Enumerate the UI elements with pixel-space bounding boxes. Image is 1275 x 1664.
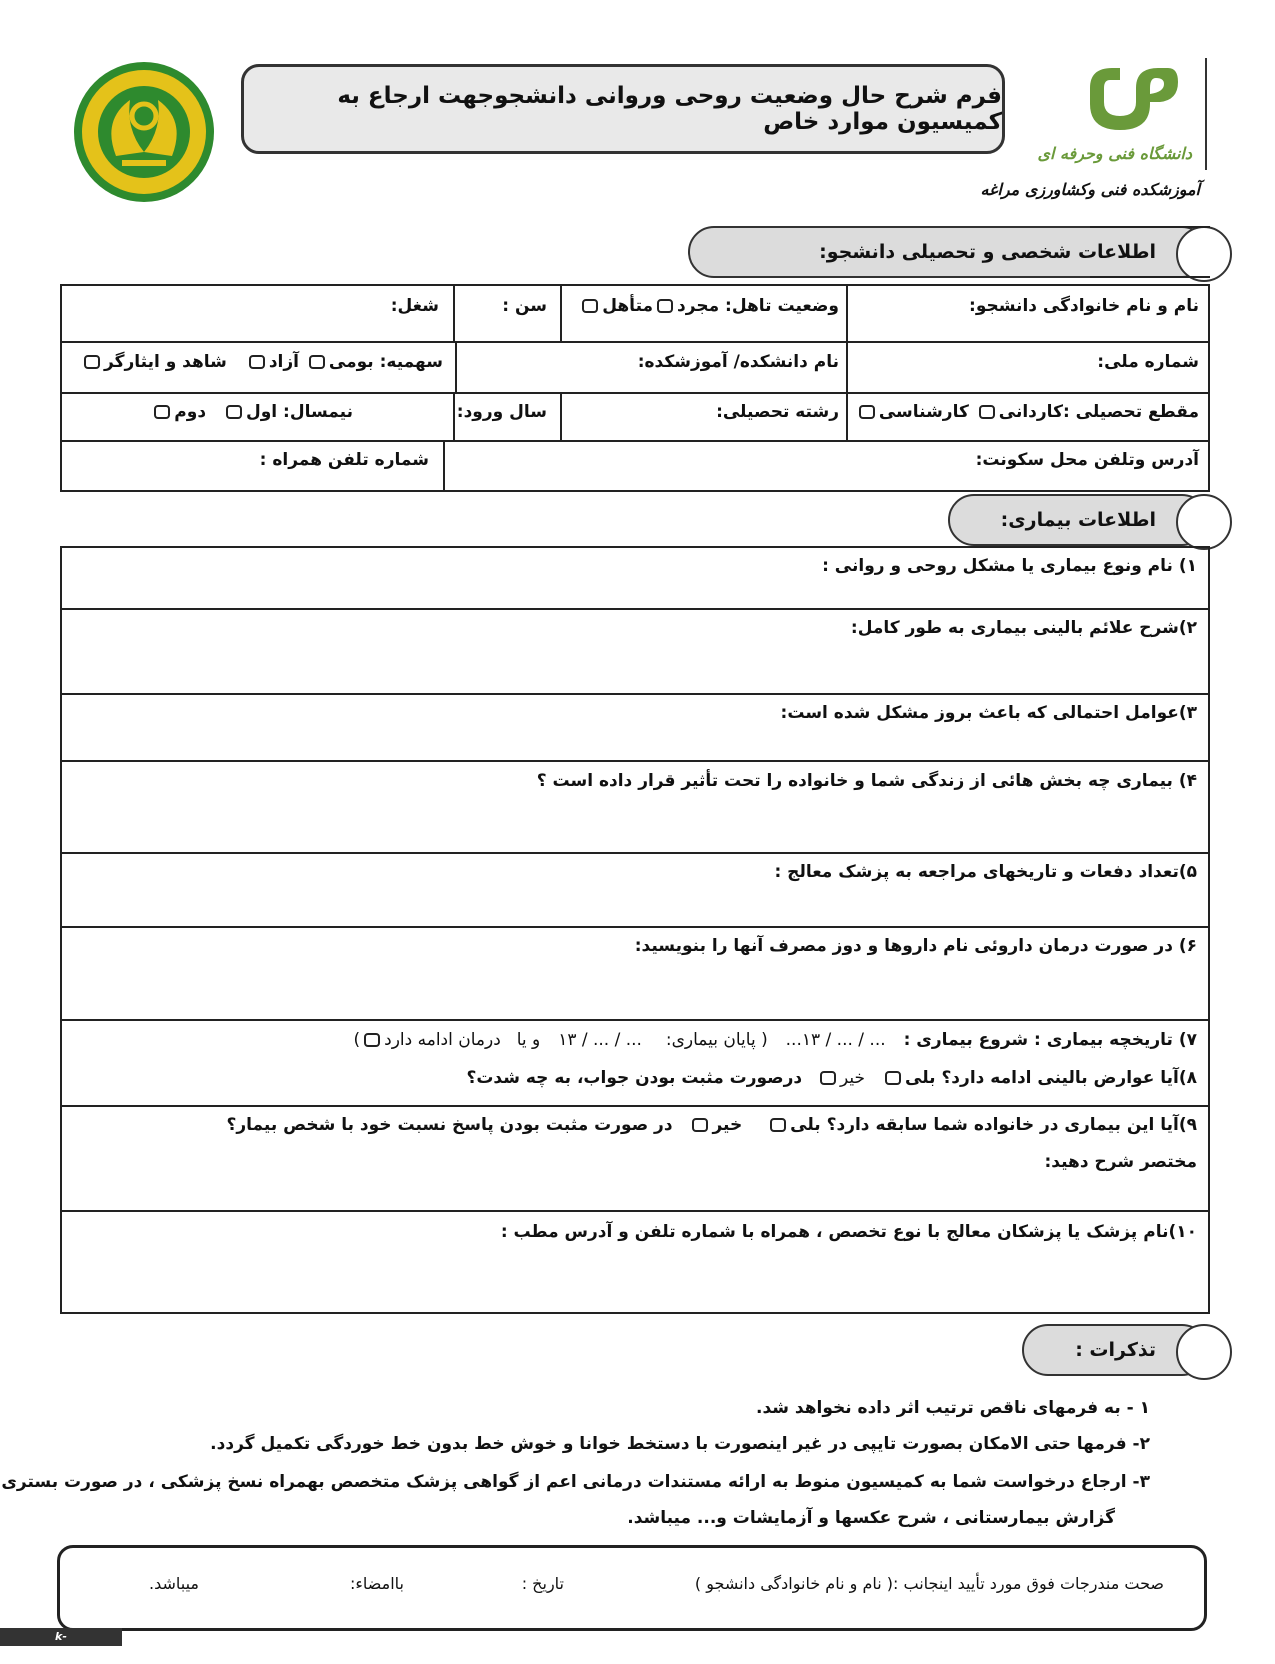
divider [443, 440, 445, 492]
associate-checkbox[interactable] [979, 405, 995, 419]
divider [60, 440, 1210, 442]
married-label: متأهل [602, 296, 654, 316]
divider [453, 284, 455, 341]
divider [60, 852, 1210, 854]
q8-no-label: خیر [840, 1068, 866, 1088]
q9-brief-label: مختصر شرح دهید: [1044, 1152, 1197, 1172]
national-id-label: شماره ملی: [1097, 352, 1199, 372]
divider [453, 392, 455, 440]
first-semester-checkbox[interactable] [226, 405, 242, 419]
marital-status-field [578, 296, 839, 316]
note-2: ۲- فرمها حتی الامکان بصورت تایپی در غیر اینصورت با دستخط خوانا و خوش خط بدون خط خوردگی تکمیل گردد. [210, 1434, 1150, 1454]
question-2: ۲)شرح علائم بالینی بیماری به طور کامل: [850, 618, 1197, 638]
q7-ongoing-label: درمان ادامه دارد [384, 1030, 501, 1050]
form-title [241, 64, 1005, 154]
q9-yes-checkbox[interactable] [770, 1118, 786, 1132]
question-3: ۳)عوامل احتمالی که باعث بروز مشکل شده است: [780, 703, 1197, 723]
q7-close: ) [353, 1030, 361, 1050]
divider [455, 341, 457, 392]
q7-start-date: ... / ... / ۱۳... [785, 1030, 886, 1050]
divider [560, 392, 562, 440]
martyr-checkbox[interactable] [84, 355, 100, 369]
mobile-label: شماره تلفن همراه : [259, 450, 429, 470]
q9-label: ۹)آیا این بیماری در خانواده شما سابقه دارد؟ بلی [790, 1115, 1197, 1135]
degree-field [855, 402, 1199, 422]
form-title-text: فرم شرح حال وضعیت روحی وروانی دانشجوجهت ارجاع به کمیسیون موارد خاص [337, 83, 1002, 135]
divider [60, 392, 1210, 394]
divider [60, 608, 1210, 610]
married-checkbox[interactable] [582, 299, 598, 313]
illness-info-table [60, 546, 1210, 1314]
divider [560, 284, 562, 341]
marital-status-label: وضعیت تاهل: مجرد [677, 296, 839, 316]
age-label: سن : [502, 296, 547, 316]
quota-label: سهمیه: بومی [328, 352, 443, 372]
q8-no-checkbox[interactable] [820, 1071, 836, 1085]
single-checkbox[interactable] [657, 299, 673, 313]
q9-no-label: خیر [712, 1115, 743, 1135]
major-label: رشته تحصیلی: [716, 402, 839, 422]
divider [60, 693, 1210, 695]
address-label: آدرس وتلفن محل سکونت: [975, 450, 1199, 470]
question-9 [226, 1115, 1197, 1135]
question-5: ۵)تعداد دفعات و تاریخهای مراجعه به پزشک معالج : [774, 862, 1197, 882]
q8-yes-checkbox[interactable] [885, 1071, 901, 1085]
divider [60, 760, 1210, 762]
question-10: ۱۰)نام پزشک یا پزشکان معالج با نوع تخصص ، همراه با شماره تلفن و آدرس مطب : [500, 1222, 1197, 1242]
divider [1090, 276, 1210, 278]
university-logo [980, 58, 1210, 208]
notes-section-title: تذکرات : [1075, 1339, 1156, 1361]
illness-section-header [948, 494, 1208, 546]
question-1: ۱) نام ونوع بیماری یا مشکل روحی و روانی : [822, 556, 1197, 576]
question-7 [354, 1030, 1198, 1050]
divider [60, 1105, 1210, 1107]
divider [846, 392, 848, 440]
college-name: آموزشکده فنی وکشاورزی مراغه [980, 180, 1200, 199]
q7-end-date: ... / ... / ۱۳ [558, 1030, 642, 1050]
signature-label: باامضاء: [349, 1574, 404, 1593]
q9-no-checkbox[interactable] [692, 1118, 708, 1132]
question-4: ۴) بیماری چه بخش هائی از زندگی شما و خانواده را تحت تأثیر قرار داده است ؟ [536, 771, 1197, 791]
native-checkbox[interactable] [309, 355, 325, 369]
q7-end-label: ( پایان بیماری: [665, 1030, 768, 1050]
date-label: تاریخ : [521, 1574, 564, 1593]
divider [60, 1210, 1210, 1212]
semester-field [150, 402, 353, 422]
ongoing-checkbox[interactable] [364, 1033, 380, 1047]
degree-label: مقطع تحصیلی :کاردانی [998, 402, 1199, 422]
note-3: ۳- ارجاع درخواست شما به کمیسیون منوط به ارائه مستندات درمانی اعم از گواهی پزشک متخصص بهمراه نسخ پزشکی ، در صورت بستری [1, 1472, 1150, 1492]
question-8 [466, 1068, 1197, 1088]
divider [60, 926, 1210, 928]
q7-or-label: و یا [516, 1030, 541, 1050]
divider [60, 341, 1210, 343]
illness-section-title: اطلاعات بیماری: [1000, 509, 1156, 531]
university-logo-text: دانشگاه فنی وحرفه ای [1037, 144, 1192, 163]
divider [1090, 226, 1210, 228]
college-label: نام دانشکده/ آموزشکده: [637, 352, 839, 372]
q8-label: ۸)آیا عوارض بالینی ادامه دارد؟ بلی [905, 1068, 1197, 1088]
job-label: شغل: [390, 296, 439, 316]
bachelor-label: کارشناسی [878, 402, 969, 422]
free-label: آزاد [268, 352, 299, 372]
q7-start-label: ۷) تاریخچه بیماری : شروع بیماری : [903, 1030, 1197, 1050]
confirmation-box [57, 1545, 1207, 1631]
divider [60, 1019, 1210, 1021]
second-semester-checkbox[interactable] [154, 405, 170, 419]
entry-year-label: سال ورود: [456, 402, 547, 422]
full-name-label: نام و نام خانوادگی دانشجو: [969, 296, 1199, 316]
second-label: دوم [174, 402, 207, 422]
note-3-continued: گزارش بیمارستانی ، شرح عکسها و آزمایشات و... میباشد. [627, 1508, 1115, 1528]
free-checkbox[interactable] [249, 355, 265, 369]
personal-section-header [688, 226, 1208, 278]
semester-label: نیمسال: اول [245, 402, 353, 422]
confirmation-text: صحت مندرجات فوق مورد تأیید اینجانب :( نام و نام خانوادگی دانشجو ) [694, 1574, 1164, 1593]
end-label: میباشد. [149, 1574, 199, 1593]
personal-section-title: اطلاعات شخصی و تحصیلی دانشجو: [819, 241, 1156, 263]
notes-section-header [1022, 1324, 1208, 1376]
note-1: ۱ - به فرمهای ناقص ترتیب اثر داده نخواهد شد. [755, 1398, 1150, 1418]
divider [846, 284, 848, 392]
website-stamp: k-maragheh.tvu.ac.ir [1, 1630, 121, 1661]
question-6: ۶) در صورت درمان داروئی نام داروها و دوز مصرف آنها را بنویسید: [634, 936, 1197, 956]
bachelor-checkbox[interactable] [859, 405, 875, 419]
quota-field [80, 352, 443, 372]
q9-if-label: در صورت مثبت بودن پاسخ نسبت خود با شخص بیمار؟ [226, 1115, 673, 1135]
q8-if-label: درصورت مثبت بودن جواب، به چه شدت؟ [466, 1068, 803, 1088]
martyr-label: شاهد و ایثارگر [104, 352, 227, 372]
counseling-center-seal [72, 60, 216, 204]
